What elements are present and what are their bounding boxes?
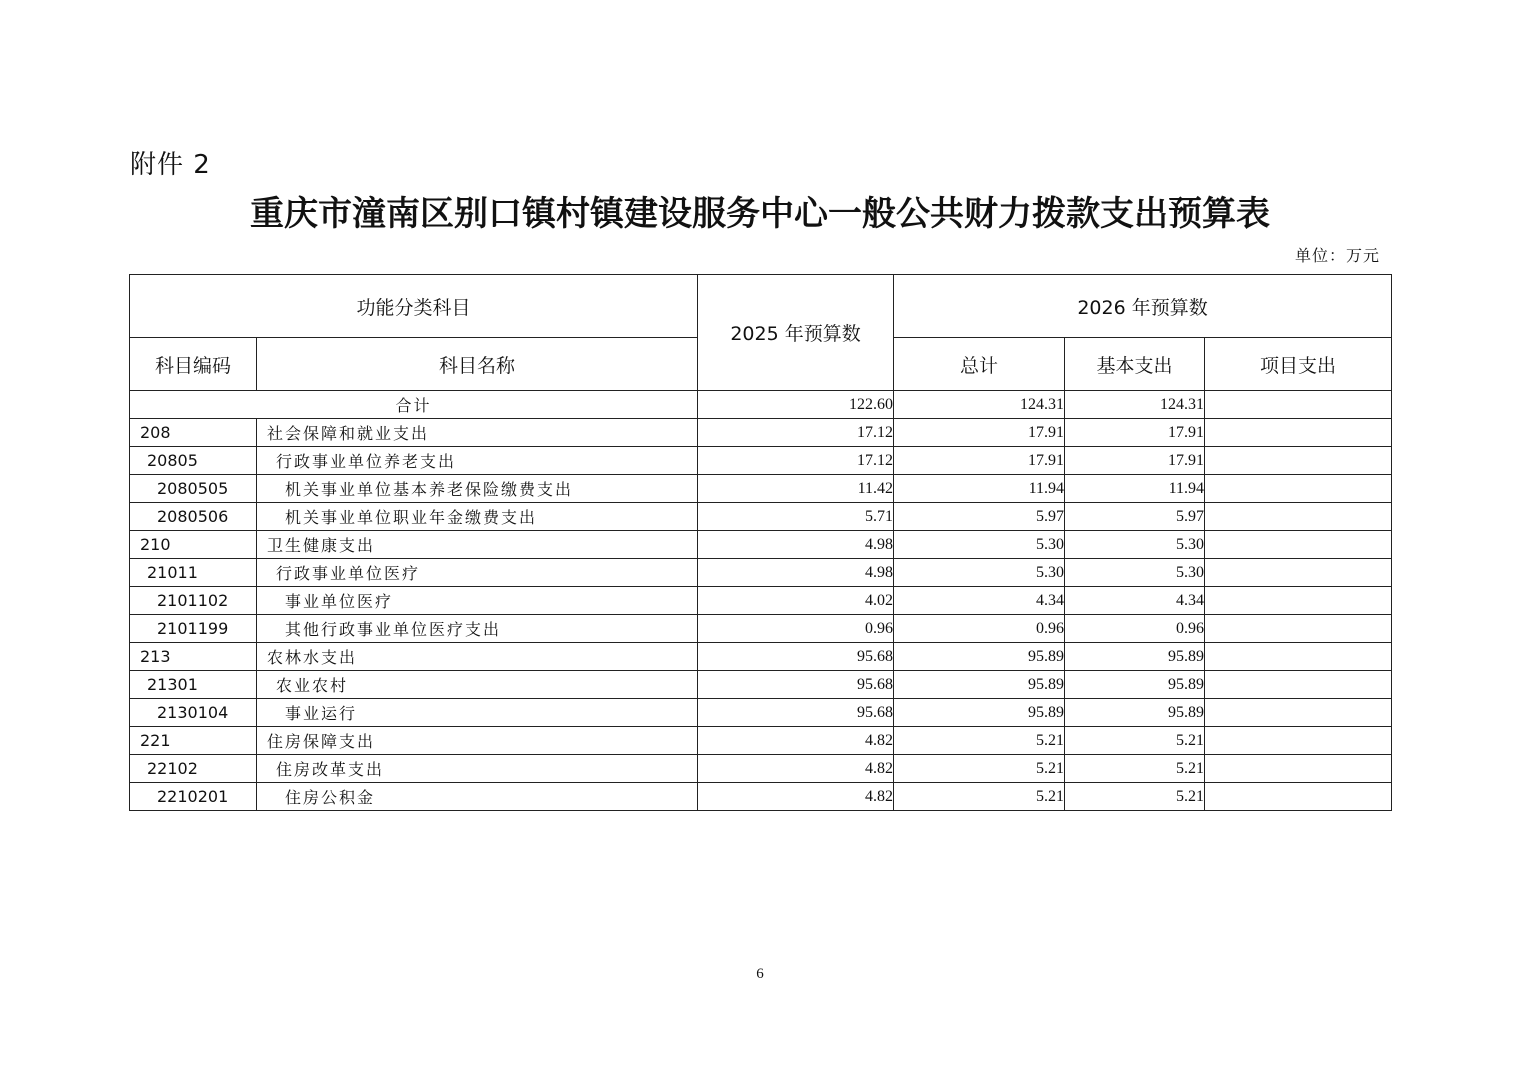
table-row: [130, 643, 1392, 671]
total-label: 合计: [130, 391, 698, 419]
table-row: [130, 531, 1392, 559]
budget-2026-project-cell: [1205, 531, 1392, 559]
name-cell: 机关事业单位基本养老保险缴费支出: [257, 475, 698, 503]
code-cell: 221: [130, 727, 257, 755]
budget-2026-total-cell: 4.34: [894, 587, 1065, 615]
table-row: [130, 503, 1392, 531]
code-cell: 21301: [130, 671, 257, 699]
budget-2026-total-cell: 5.21: [894, 727, 1065, 755]
name-cell: 卫生健康支出: [257, 531, 698, 559]
table-row: [130, 447, 1392, 475]
budget-2026-project-cell: [1205, 699, 1392, 727]
budget-2025-cell: 0.96: [698, 615, 894, 643]
budget-2025-cell: 95.68: [698, 671, 894, 699]
budget-2025-cell: 17.12: [698, 447, 894, 475]
budget-2026-basic-cell: 17.91: [1065, 447, 1205, 475]
page-number: 6: [756, 966, 764, 982]
header-row-top: [130, 275, 1392, 338]
header-func-class: 功能分类科目: [130, 275, 698, 338]
name-cell: 社会保障和就业支出: [257, 419, 698, 447]
total-2026-total-cell: 124.31: [894, 391, 1065, 419]
name-cell: 住房改革支出: [257, 755, 698, 783]
header-2026-budget: 2026 年预算数: [894, 275, 1392, 338]
budget-2026-total-cell: 17.91: [894, 419, 1065, 447]
total-2026-project-cell: [1205, 391, 1392, 419]
budget-2026-basic-cell: 5.21: [1065, 755, 1205, 783]
table-row: [130, 671, 1392, 699]
name-cell: 事业单位医疗: [257, 587, 698, 615]
budget-2026-basic-cell: 5.30: [1065, 559, 1205, 587]
header-code: 科目编码: [130, 338, 257, 391]
budget-2026-basic-cell: 17.91: [1065, 419, 1205, 447]
code-cell: 210: [130, 531, 257, 559]
budget-2026-basic-cell: 95.89: [1065, 699, 1205, 727]
budget-2026-basic-cell: 5.30: [1065, 531, 1205, 559]
name-cell: 机关事业单位职业年金缴费支出: [257, 503, 698, 531]
budget-2026-project-cell: [1205, 447, 1392, 475]
budget-2026-basic-cell: 95.89: [1065, 643, 1205, 671]
total-2026-basic-cell: 124.31: [1065, 391, 1205, 419]
budget-2026-total-cell: 5.21: [894, 755, 1065, 783]
budget-2026-project-cell: [1205, 559, 1392, 587]
header-2025-budget: 2025 年预算数: [698, 275, 894, 391]
header-basic: 基本支出: [1065, 338, 1205, 391]
code-cell: 213: [130, 643, 257, 671]
name-cell: 住房保障支出: [257, 727, 698, 755]
attachment-label: 附件 2: [130, 150, 211, 180]
table-row: [130, 755, 1392, 783]
budget-2025-cell: 5.71: [698, 503, 894, 531]
code-cell: 2080505: [130, 475, 257, 503]
budget-2025-cell: 11.42: [698, 475, 894, 503]
budget-2026-project-cell: [1205, 419, 1392, 447]
budget-2026-total-cell: 5.21: [894, 783, 1065, 811]
code-cell: 2080506: [130, 503, 257, 531]
budget-2026-basic-cell: 5.21: [1065, 783, 1205, 811]
budget-2026-basic-cell: 11.94: [1065, 475, 1205, 503]
budget-2026-basic-cell: 5.97: [1065, 503, 1205, 531]
name-cell: 住房公积金: [257, 783, 698, 811]
budget-2026-total-cell: 5.97: [894, 503, 1065, 531]
budget-2026-basic-cell: 95.89: [1065, 671, 1205, 699]
code-cell: 208: [130, 419, 257, 447]
name-cell: 其他行政事业单位医疗支出: [257, 615, 698, 643]
budget-table: [129, 274, 1392, 811]
budget-2026-project-cell: [1205, 783, 1392, 811]
table-body: [130, 391, 1392, 811]
code-cell: 20805: [130, 447, 257, 475]
budget-2025-cell: 95.68: [698, 699, 894, 727]
name-cell: 行政事业单位医疗: [257, 559, 698, 587]
budget-2026-total-cell: 0.96: [894, 615, 1065, 643]
budget-2025-cell: 4.82: [698, 755, 894, 783]
budget-2026-total-cell: 5.30: [894, 559, 1065, 587]
table-row: [130, 783, 1392, 811]
code-cell: 2101199: [130, 615, 257, 643]
document-title: 重庆市潼南区别口镇村镇建设服务中心一般公共财力拨款支出预算表: [250, 194, 1270, 234]
budget-2026-project-cell: [1205, 727, 1392, 755]
budget-2026-total-cell: 95.89: [894, 643, 1065, 671]
name-cell: 农林水支出: [257, 643, 698, 671]
table-row: [130, 699, 1392, 727]
table-row: [130, 475, 1392, 503]
table-row: [130, 587, 1392, 615]
budget-2025-cell: 4.02: [698, 587, 894, 615]
budget-2026-project-cell: [1205, 671, 1392, 699]
budget-2026-project-cell: [1205, 615, 1392, 643]
code-cell: 2101102: [130, 587, 257, 615]
code-cell: 22102: [130, 755, 257, 783]
budget-2025-cell: 4.82: [698, 783, 894, 811]
header-project: 项目支出: [1205, 338, 1392, 391]
budget-2026-project-cell: [1205, 587, 1392, 615]
table-row: [130, 727, 1392, 755]
budget-2026-total-cell: 95.89: [894, 671, 1065, 699]
budget-2026-basic-cell: 4.34: [1065, 587, 1205, 615]
code-cell: 21011: [130, 559, 257, 587]
budget-2026-project-cell: [1205, 755, 1392, 783]
budget-2026-project-cell: [1205, 475, 1392, 503]
total-row: [130, 391, 1392, 419]
header-name: 科目名称: [257, 338, 698, 391]
table-row: [130, 419, 1392, 447]
budget-2025-cell: 17.12: [698, 419, 894, 447]
code-cell: 2210201: [130, 783, 257, 811]
code-cell: 2130104: [130, 699, 257, 727]
unit-label: 单位：万元: [1294, 246, 1380, 265]
budget-2025-cell: 4.98: [698, 531, 894, 559]
budget-2026-project-cell: [1205, 643, 1392, 671]
header-total: 总计: [894, 338, 1065, 391]
name-cell: 行政事业单位养老支出: [257, 447, 698, 475]
budget-2026-total-cell: 5.30: [894, 531, 1065, 559]
name-cell: 农业农村: [257, 671, 698, 699]
table-row: [130, 559, 1392, 587]
budget-2026-basic-cell: 0.96: [1065, 615, 1205, 643]
budget-2026-basic-cell: 5.21: [1065, 727, 1205, 755]
budget-2026-total-cell: 95.89: [894, 699, 1065, 727]
name-cell: 事业运行: [257, 699, 698, 727]
budget-2025-cell: 4.82: [698, 727, 894, 755]
budget-2026-total-cell: 17.91: [894, 447, 1065, 475]
table-row: [130, 615, 1392, 643]
total-2025-cell: 122.60: [698, 391, 894, 419]
budget-2026-total-cell: 11.94: [894, 475, 1065, 503]
budget-2026-project-cell: [1205, 503, 1392, 531]
budget-2025-cell: 95.68: [698, 643, 894, 671]
budget-2025-cell: 4.98: [698, 559, 894, 587]
